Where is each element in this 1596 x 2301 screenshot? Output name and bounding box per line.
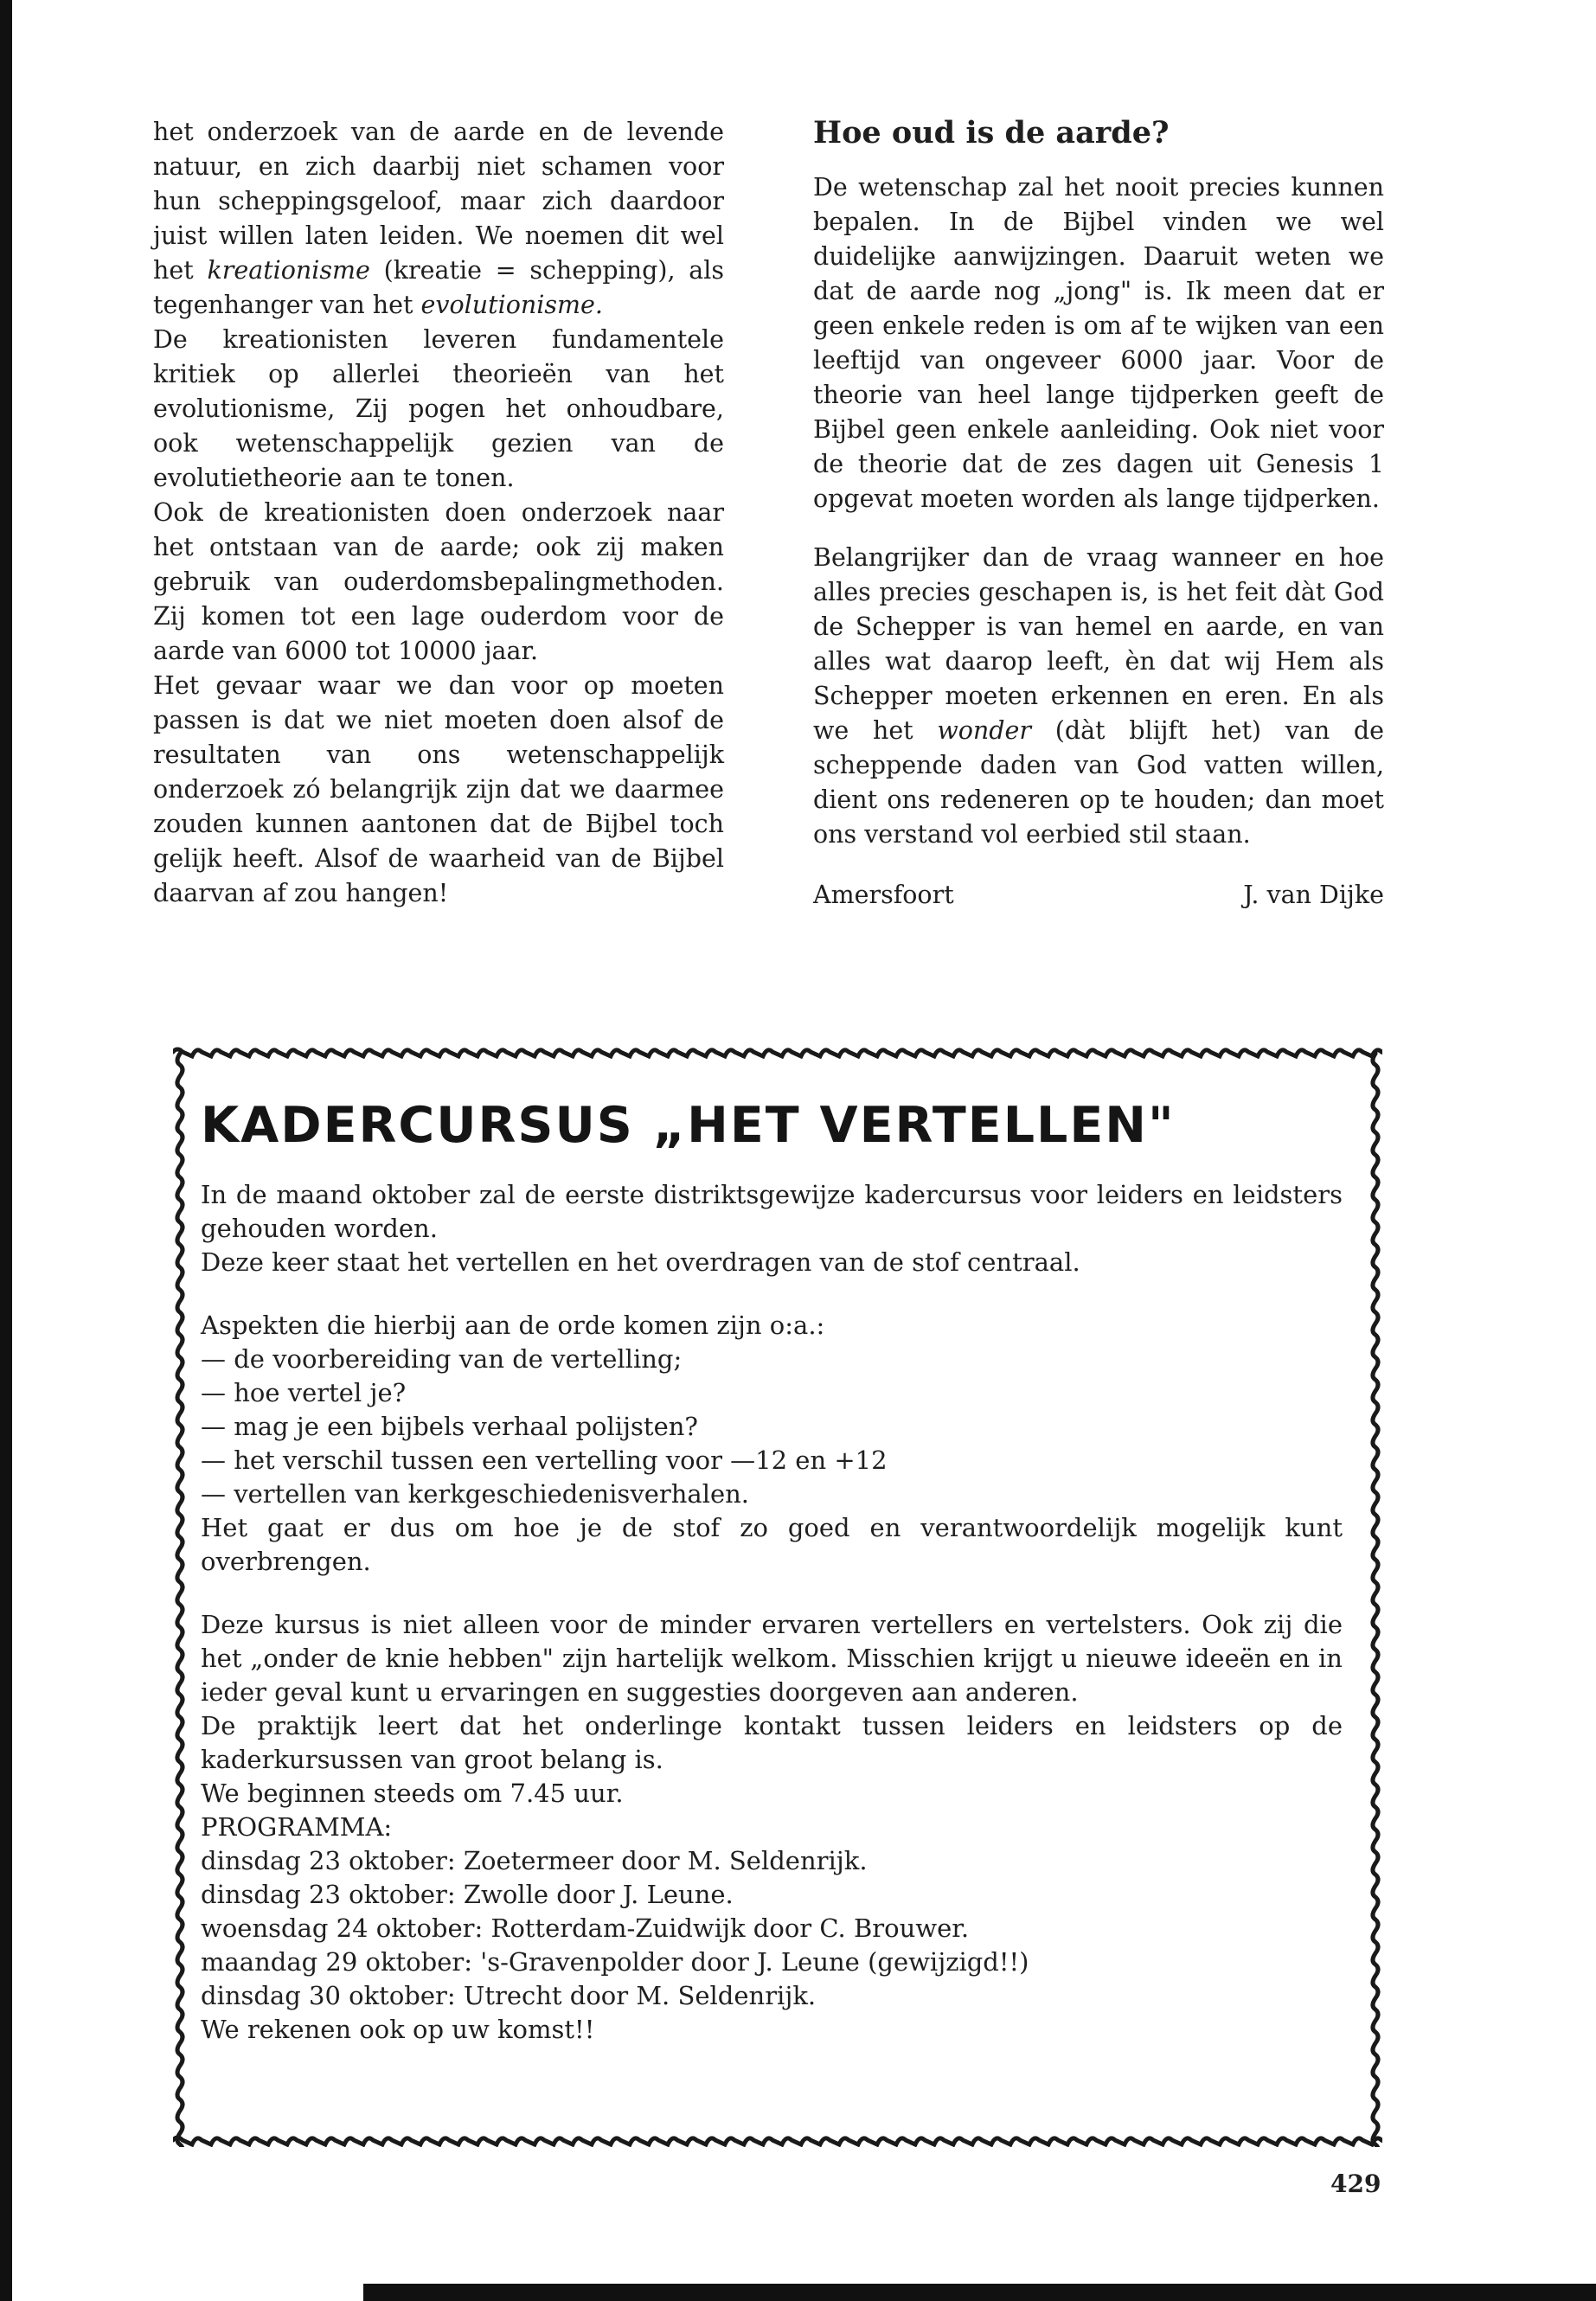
left-paragraph-1: het onderzoek van de aarde en de levende natuur, en zich daarbij niet schamen voor hun scheppingsgeloof, maar zich daardoor juist willen laten leiden. We noemen dit wel het kreationisme (kreatie = schepping), als tegenhanger van het evolutionisme. — [153, 118, 725, 319]
programma-item: dinsdag 30 oktober: Utrecht door M. Seldenrijk. — [201, 1981, 817, 2010]
aspect-item: — de voorbereiding van de vertelling; — [201, 1344, 683, 1374]
scan-edge-bottom — [363, 2284, 1596, 2301]
audience-paragraph: Deze kursus is niet alleen voor de minder ervaren vertellers en vertelsters. Ook zij die het „onder de knie hebben" zijn hartelijk welkom. Misschien krijgt u nieuwe ideeën en in ieder geval kunt u ervaringen en suggesties doorgeven aan anderen. — [201, 1610, 1343, 1707]
right-column — [813, 115, 1384, 913]
aspect-item: — vertellen van kerkgeschiedenisverhalen. — [201, 1479, 750, 1509]
programma-item: dinsdag 23 oktober: Zoetermeer door M. Seldenrijk. — [201, 1846, 868, 1875]
signature-row — [813, 878, 1384, 913]
aspects-outro: Het gaat er dus om hoe je de stof zo goed en verantwoordelijk mogelijk kunt overbrengen. — [201, 1513, 1343, 1576]
intro-line-2: Deze keer staat het vertellen en het overdragen van de stof centraal. — [201, 1247, 1080, 1277]
section-heading: Hoe oud is de aarde? — [813, 115, 1170, 151]
border-wave — [173, 1049, 1382, 1056]
announcement-title: KADERCURSUS „HET VERTELLEN" — [201, 1097, 1176, 1154]
announcement-content — [201, 1097, 1343, 2047]
contact-paragraph: De praktijk leert dat het onderlinge kontakt tussen leiders en leidsters op de kaderkursussen van groot belang is. — [201, 1711, 1343, 1774]
right-paragraph-2: Belangrijker dan de vraag wanneer en hoe alles precies geschapen is, is het feit dàt God de Schepper is van hemel en aarde, en van alles wat daarop leeft, èn dat wij Hem als Schepper moeten erkennen en eren. En als we het wonder (dàt blijft het) van de scheppende daden van God vatten willen, dient ons redeneren op te houden; dan moet ons verstand vol eerbied stil staan. — [813, 543, 1384, 849]
aspect-item: — hoe vertel je? — [201, 1378, 407, 1407]
announcement-box — [173, 1045, 1382, 2147]
scan-edge-left — [0, 0, 12, 2301]
page-number: 429 — [1330, 2170, 1381, 2198]
left-column — [153, 115, 724, 911]
aspect-item: — het verschil tussen een vertelling voor —12 en +12 — [201, 1445, 888, 1475]
border-squiggle — [1373, 1054, 1378, 2147]
left-paragraph-4: Het gevaar waar we dan voor op moeten passen is dat we niet moeten doen alsof de resultaten van ons wetenschappelijk onderzoek zó belangrijk zijn dat we daarmee zouden kunnen aantonen dat de Bijbel toch gelijk heeft. Alsof de waarheid van de Bijbel daarvan af zou hangen! — [153, 671, 724, 907]
left-paragraph-3: Ook de kreationisten doen onderzoek naar het ontstaan van de aarde; ook zij maken gebruik van ouderdomsbepalingmethoden. Zij komen tot een lage ouderdom voor de aarde van 6000 tot 10000 jaar. — [153, 498, 724, 665]
aspects-intro: Aspekten die hierbij aan de orde komen zijn o:a.: — [201, 1311, 825, 1340]
signature-place: Amersfoort — [813, 881, 954, 909]
aspect-item: — mag je een bijbels verhaal polijsten? — [201, 1412, 698, 1441]
programma-item: woensdag 24 oktober: Rotterdam-Zuidwijk door C. Brouwer. — [201, 1913, 970, 1943]
border-squiggle — [177, 1054, 183, 2147]
programma-heading: PROGRAMMA: — [201, 1812, 393, 1842]
programma-item: maandag 29 oktober: 's-Gravenpolder door J. Leune (gewijzigd!!) — [201, 1947, 1029, 1977]
signature-author: J. van Dijke — [1243, 881, 1384, 909]
left-paragraph-2: De kreationisten leveren fundamentele kritiek op allerlei theorieën van het evolutionisme, Zij pogen het onhoudbare, ook wetenschappelijk gezien van de evolutietheorie aan te tonen. — [153, 325, 724, 492]
right-paragraph-1: De wetenschap zal het nooit precies kunnen bepalen. In de Bijbel vinden we wel duidelijke aanwijzingen. Daaruit weten we dat de aarde nog „jong" is. Ik meen dat er geen enkele reden is om af te wijken van een leeftijd van ongeveer 6000 jaar. Voor de theorie van heel lange tijdperken geeft de Bijbel geen enkele aanleiding. Ook niet voor de theorie dat de zes dagen uit Genesis 1 opgevat moeten worden als lange tijdperken. — [813, 173, 1384, 513]
closing-line: We rekenen ook op uw komst!! — [201, 2015, 595, 2044]
start-time: We beginnen steeds om 7.45 uur. — [201, 1779, 624, 1808]
programma-item: dinsdag 23 oktober: Zwolle door J. Leune. — [201, 1880, 734, 1909]
border-wave — [173, 2138, 1382, 2144]
intro-line-1: In de maand oktober zal de eerste distriktsgewijze kadercursus voor leiders en leidsters gehouden worden. — [201, 1180, 1343, 1243]
